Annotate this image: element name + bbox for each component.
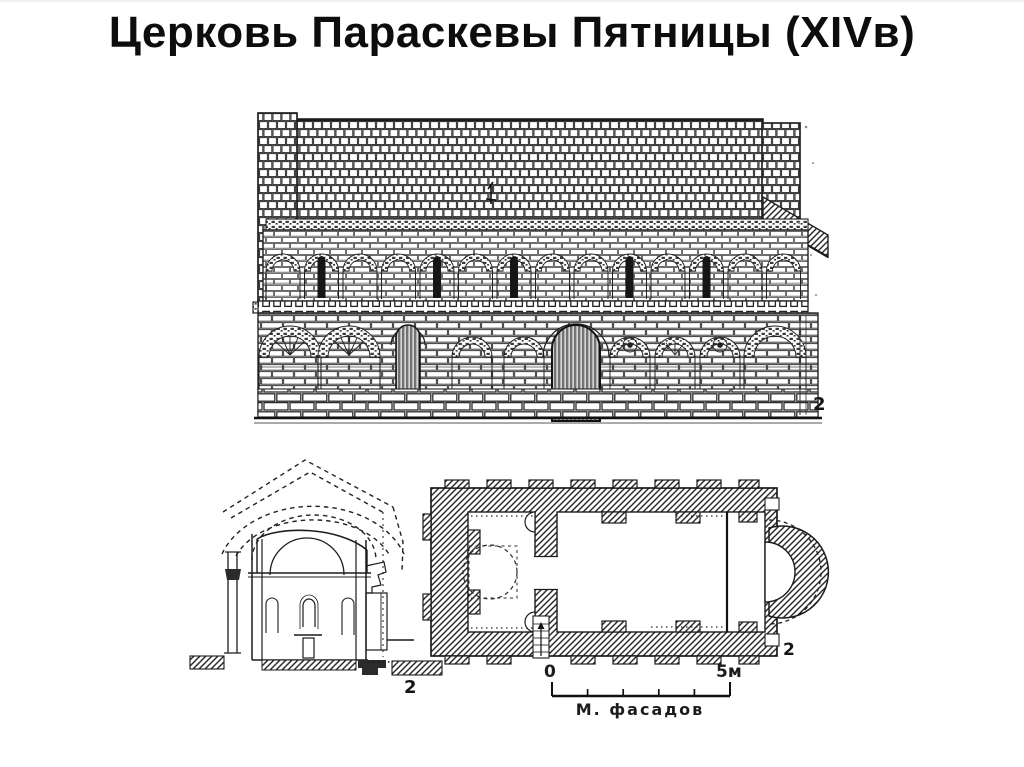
ground-block-left — [190, 656, 224, 669]
slide-title: Церковь Параскевы Пятницы (XIVв) — [108, 8, 916, 57]
scale-bar-ruler — [540, 670, 750, 700]
section-figure-number: 2 — [404, 677, 417, 698]
scale-bar — [540, 662, 755, 724]
right-annex — [358, 512, 414, 675]
scale-max-label: 5м — [716, 662, 742, 682]
elevation-ground-line — [254, 418, 822, 423]
scale-zero-label: 0 — [544, 662, 556, 682]
elevation-upper-band — [263, 230, 808, 301]
left-buttress — [224, 552, 241, 653]
narthex-dome-dashed-circle — [463, 545, 517, 599]
altar — [294, 635, 322, 658]
elevation-figure-number: 2 — [813, 394, 826, 415]
elevation-mid-cornice — [258, 301, 808, 313]
right-niche — [342, 598, 354, 635]
elevation-drawing — [250, 105, 835, 435]
elevation-roof — [297, 119, 763, 219]
left-niche — [266, 598, 278, 633]
section-drawing — [186, 442, 448, 704]
plan-stairs — [533, 616, 549, 658]
scale-caption: М. фасадов — [575, 700, 705, 719]
nave-pilasters — [468, 512, 757, 632]
section-window — [303, 599, 315, 627]
floor-hatch — [262, 660, 356, 670]
dotted-joints — [651, 516, 725, 627]
narthex-passage — [534, 557, 559, 589]
section-dashed-roof — [222, 460, 404, 572]
section-structure — [190, 512, 442, 675]
elevation-lower-band — [258, 313, 818, 421]
elevation-base-masonry — [258, 389, 818, 417]
elevation-upper-cornice — [266, 219, 808, 230]
plan-figure-number: 2 — [783, 640, 795, 660]
plan-drawing — [421, 476, 821, 676]
top-edge-smudge — [0, 0, 1024, 2]
